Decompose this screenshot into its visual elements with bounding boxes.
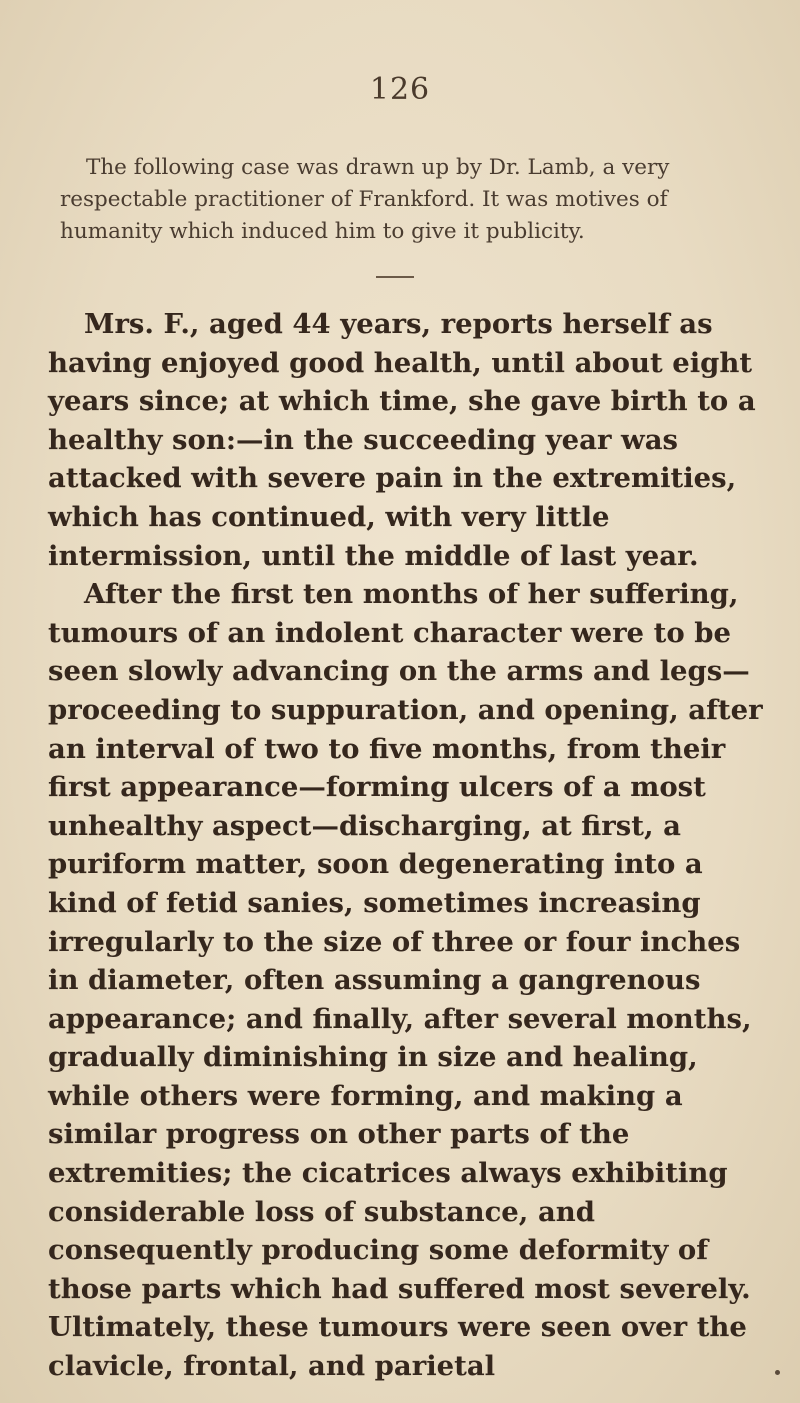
section-divider <box>376 276 414 278</box>
page-number: 126 <box>369 72 431 107</box>
intro-paragraph <box>60 152 776 248</box>
ink-speck <box>775 1370 780 1375</box>
case-paragraph-1: Mrs. F., aged 44 years, reports herself as having enjoyed good health, until about eight years since; at which time, she gave birth to a healthy son:—in the succeeding year was attacked with severe pain in the extremities, which has continued, with very little intermission, until the middle of last year. <box>48 308 756 572</box>
case-report <box>48 305 772 1386</box>
intro-text: The following case was drawn up by Dr. Lamb, a very respectable practitioner of Frankford. It was motives of humanity which induced him to give it publicity. <box>60 155 670 244</box>
case-paragraph-2: After the first ten months of her suffering, tumours of an indolent character were to be seen slowly advancing on the arms and legs—proceeding to suppuration, and opening, after an interval of two to five months, from their first appearance—forming ulcers of a most unhealthy aspect—discharging, at first, a puriform matter, soon degenerating into a kind of fetid sanies, sometimes increasing irregularly to the size of three or four inches in diameter, often assuming a gangrenous appearance; and finally, after several months, gradually diminishing in size and healing, while others were forming, and making a similar progress on other parts of the extremities; the cicatrices always exhibiting considerable loss of substance, and consequently producing some deformity of those parts which had suffered most severely. Ultimately, these tumours were seen over the clavicle, frontal, and parietal <box>48 578 763 1383</box>
